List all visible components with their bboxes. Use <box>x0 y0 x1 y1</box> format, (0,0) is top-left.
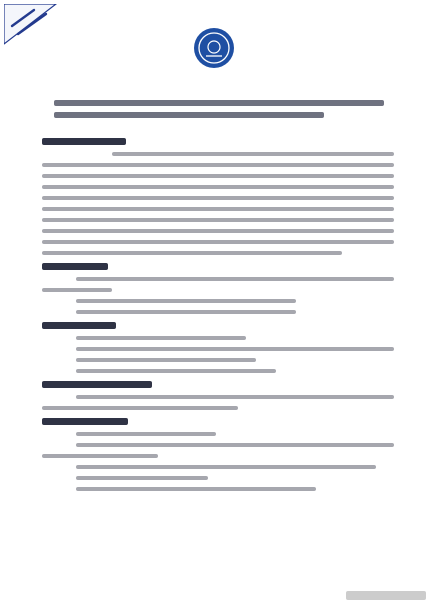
section-heading <box>42 322 116 329</box>
item-line <box>76 369 276 373</box>
section <box>42 381 394 410</box>
scanner-watermark <box>346 591 426 600</box>
section <box>42 322 394 373</box>
title-line <box>54 112 324 118</box>
item-line <box>76 299 296 303</box>
paragraph-line <box>112 152 394 156</box>
paragraph-line <box>42 218 394 222</box>
item-line <box>76 395 394 399</box>
paragraph-line <box>42 406 238 410</box>
logo-icon <box>193 27 235 69</box>
paragraph-line <box>42 185 394 189</box>
item-line <box>76 336 246 340</box>
paragraph-line <box>42 207 394 211</box>
paragraph-line <box>42 454 158 458</box>
section-heading <box>42 138 126 145</box>
item-line <box>76 277 394 281</box>
section <box>42 263 394 314</box>
paragraph-line <box>42 196 394 200</box>
document-title <box>54 100 384 124</box>
paragraph-line <box>42 251 342 255</box>
item-line <box>76 443 394 447</box>
section-heading <box>42 418 128 425</box>
title-line <box>54 100 384 106</box>
item-line <box>76 432 216 436</box>
item-line <box>76 487 316 491</box>
section-list <box>42 138 394 499</box>
item-line <box>76 310 296 314</box>
section <box>42 138 394 255</box>
section-heading <box>42 381 152 388</box>
paragraph-line <box>42 288 112 292</box>
item-line <box>76 465 376 469</box>
paragraph-line <box>42 229 394 233</box>
corner-stamp-icon <box>4 4 74 54</box>
item-line <box>76 476 208 480</box>
paragraph-line <box>42 240 394 244</box>
paragraph-line <box>42 174 394 178</box>
item-line <box>76 347 394 351</box>
paragraph-line <box>42 163 394 167</box>
item-line <box>76 358 256 362</box>
section <box>42 418 394 491</box>
section-heading <box>42 263 108 270</box>
